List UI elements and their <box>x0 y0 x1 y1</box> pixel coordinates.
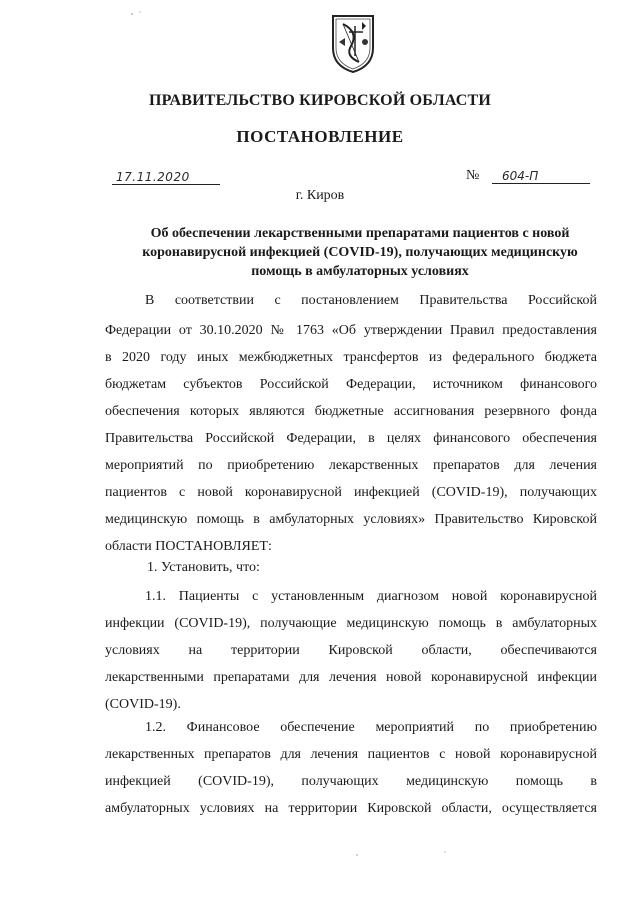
body-line: (COVID-19). <box>105 697 181 712</box>
subject-line: коронавирусной инфекцией (COVID-19), получающих медицинскую <box>142 245 578 260</box>
body-line: амбулаторных условиях на территории Кировской области, осуществляется <box>105 801 597 816</box>
document-subject <box>100 224 620 281</box>
body-line: лекарственных препаратов для лечения пациентов с новой коронавирусной <box>105 747 597 762</box>
number-underline <box>492 183 590 184</box>
body-line: Федерации от 30.10.2020 № 1763 «Об утверждении Правил предоставления <box>105 323 597 338</box>
body-line: 1. Установить, что: <box>147 560 260 575</box>
document-type: ПОСТАНОВЛЕНИЕ <box>236 127 404 146</box>
body-line: Правительства Российской Федерации, в целях финансового обеспечения <box>105 431 597 446</box>
body-line: условиях на территории Кировской области, обеспечиваются <box>105 643 597 658</box>
body-line: 1.1. Пациенты с установленным диагнозом новой коронавирусной <box>145 589 597 604</box>
body-line: инфекции (COVID-19), получающие медицинскую помощь в амбулаторных <box>105 616 597 631</box>
body-line: бюджетам субъектов Российской Федерации, источником финансового <box>105 377 597 392</box>
body-line: лекарственными препаратами для лечения новой коронавирусной инфекции <box>105 670 597 685</box>
coat-of-arms-icon <box>329 12 377 74</box>
body-line: пациентов с новой коронавирусной инфекцией (COVID-19), получающих <box>105 485 597 500</box>
number-field <box>466 166 590 184</box>
body-line: обеспечения которых являются бюджетные ассигнования резервного фонда <box>105 404 597 419</box>
date-value: 17.11.2020 <box>116 170 190 184</box>
body-line: мероприятий по приобретению лекарственных препаратов для лечения <box>105 458 597 473</box>
body-line: инфекцией (COVID-19), получающих медицинскую помощь в <box>105 774 597 789</box>
subject-line: помощь в амбулаторных условиях <box>251 264 469 279</box>
number-sign: № <box>466 168 480 183</box>
government-title: ПРАВИТЕЛЬСТВО КИРОВСКОЙ ОБЛАСТИ <box>148 92 492 109</box>
body-line: 1.2. Финансовое обеспечение мероприятий по приобретению <box>145 720 597 735</box>
body-line: медицинскую помощь в амбулаторных условиях» Правительство Кировской <box>105 512 597 527</box>
number-value: 604-П <box>502 169 539 183</box>
body-line: области ПОСТАНОВЛЯЕТ: <box>105 539 272 554</box>
city: г. Киров <box>295 188 345 203</box>
subject-line: Об обеспечении лекарственными препаратами пациентов с новой <box>150 226 570 241</box>
body-line: в 2020 году иных межбюджетных трансфертов из федерального бюджета <box>105 350 597 365</box>
date-field <box>112 166 220 185</box>
body-line: В соответствии с постановлением Правительства Российской <box>145 293 597 308</box>
